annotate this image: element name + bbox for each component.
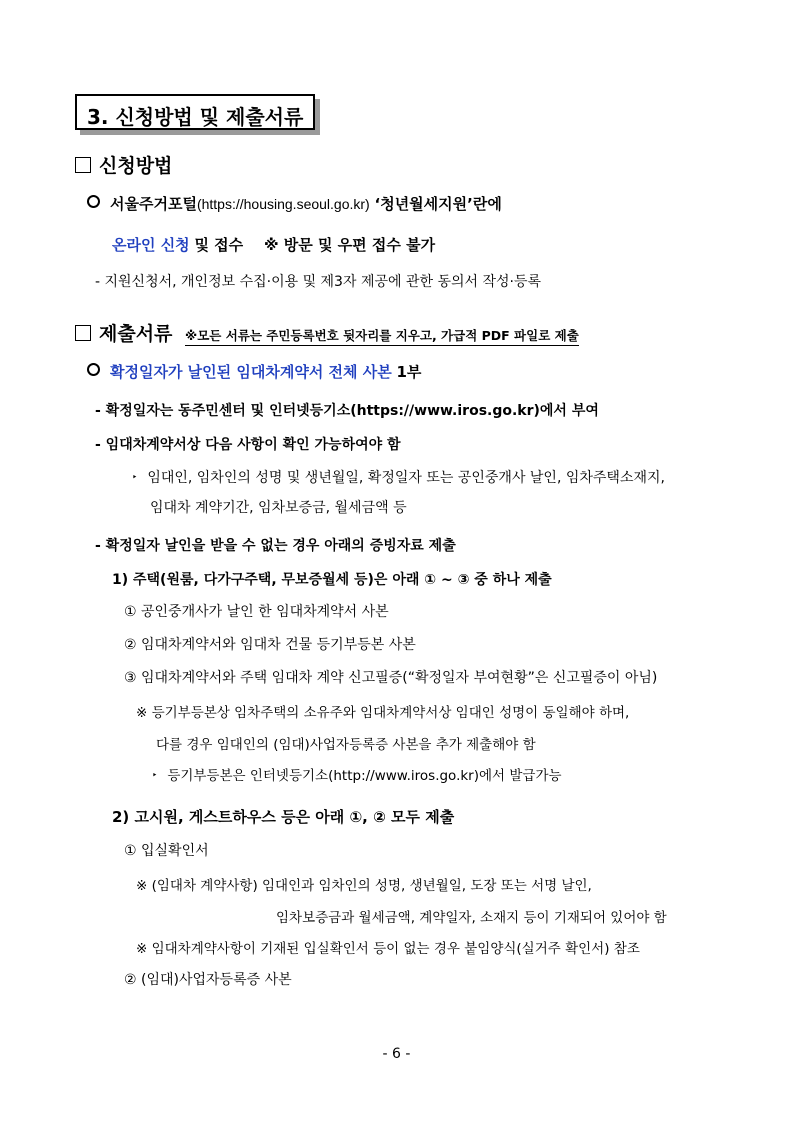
checkbox-square-icon xyxy=(75,157,91,173)
docs-line-7: ① 공인중개사가 날인 한 임대차계약서 사본 xyxy=(124,604,389,620)
docs-line-6: 1) 주택(원룸, 다가구주택, 무보증월세 등)은 아래 ① ~ ③ 중 하나 제출 xyxy=(112,572,552,588)
docs-line-10: ※ 등기부등본상 임차주택의 소유주와 임대차계약서상 임대인 성명이 동일해야 하며, xyxy=(136,705,630,721)
docs-line-16: 임차보증금과 월세금액, 계약일자, 소재지 등이 기재되어 있어야 함 xyxy=(276,910,667,926)
no-visit-note: ※ 방문 및 우편 접수 불가 xyxy=(263,236,436,254)
checkbox-square-icon xyxy=(75,325,91,341)
docs-line-8: ② 임대차계약서와 임대차 건물 등기부등본 사본 xyxy=(124,637,416,653)
docs-line-18: ② (임대)사업자등록증 사본 xyxy=(124,972,292,988)
docs-line-4: 임대차 계약기간, 임차보증금, 월세금액 등 xyxy=(150,500,407,516)
docs-line-9: ③ 임대차계약서와 주택 임대차 계약 신고필증(“확정일자 부여현황”은 신고필증이 아님) xyxy=(124,670,658,686)
docs-line-5: - 확정일자 날인을 받을 수 없는 경우 아래의 증빙자료 제출 xyxy=(95,538,456,554)
portal-name: 서울주거포털 xyxy=(110,195,197,213)
section-title: 3. 신청방법 및 제출서류 xyxy=(87,105,304,129)
portal-url: (https://housing.seoul.go.kr) xyxy=(196,196,370,212)
docs-line-11: 다를 경우 임대인의 (임대)사업자등록증 사본을 추가 제출해야 함 xyxy=(156,737,536,753)
apply-heading xyxy=(75,151,172,178)
apply-line-2 xyxy=(112,234,435,255)
docs-item-1 xyxy=(87,361,421,382)
apply-mid-text: 및 접수 xyxy=(194,236,244,254)
docs-line-3 xyxy=(132,467,665,487)
circle-bullet-icon xyxy=(87,195,100,208)
program-name: ‘청년월세지원’란에 xyxy=(374,195,502,213)
apply-line-1 xyxy=(87,193,502,214)
triangle-bullet-icon: ‣ xyxy=(152,771,158,781)
docs-line-1: - 확정일자는 동주민센터 및 인터넷등기소(https://www.iros.go.kr)에서 부여 xyxy=(95,403,599,419)
lease-contract-text: 확정일자가 날인된 임대차계약서 전체 사본 xyxy=(110,363,392,381)
apply-line-3: - 지원신청서, 개인정보 수집·이용 및 제3자 제공에 관한 동의서 작성·등록 xyxy=(95,274,542,290)
apply-heading-label: 신청방법 xyxy=(99,155,173,177)
docs-line-12-text: 등기부등본은 인터넷등기소(http://www.iros.go.kr)에서 발급가능 xyxy=(167,768,562,784)
docs-heading xyxy=(75,319,579,346)
docs-line-12 xyxy=(152,764,562,784)
lease-contract-count: 1부 xyxy=(396,363,422,381)
docs-line-2: - 임대차계약서상 다음 사항이 확인 가능하여야 함 xyxy=(95,437,401,453)
online-apply-text: 온라인 신청 xyxy=(112,236,190,254)
docs-line-14: ① 입실확인서 xyxy=(124,843,209,859)
docs-line-3-text: 임대인, 임차인의 성명 및 생년월일, 확정일자 또는 공인중개사 날인, 임차주택소재지, xyxy=(147,470,665,486)
circle-bullet-icon xyxy=(87,363,100,376)
docs-heading-note: ※모든 서류는 주민등록번호 뒷자리를 지우고, 가급적 PDF 파일로 제출 xyxy=(185,328,579,346)
docs-line-17: ※ 임대차계약사항이 기재된 입실확인서 등이 없는 경우 붙임양식(실거주 확인서) 참조 xyxy=(136,941,640,957)
triangle-bullet-icon: ‣ xyxy=(132,473,138,483)
docs-heading-label: 제출서류 xyxy=(99,323,173,345)
docs-line-15: ※ (임대차 계약사항) 임대인과 임차인의 성명, 생년월일, 도장 또는 서명 날인, xyxy=(136,878,592,894)
docs-line-13: 2) 고시원, 게스트하우스 등은 아래 ①, ② 모두 제출 xyxy=(112,808,455,826)
page-number: - 6 - xyxy=(382,1046,411,1062)
